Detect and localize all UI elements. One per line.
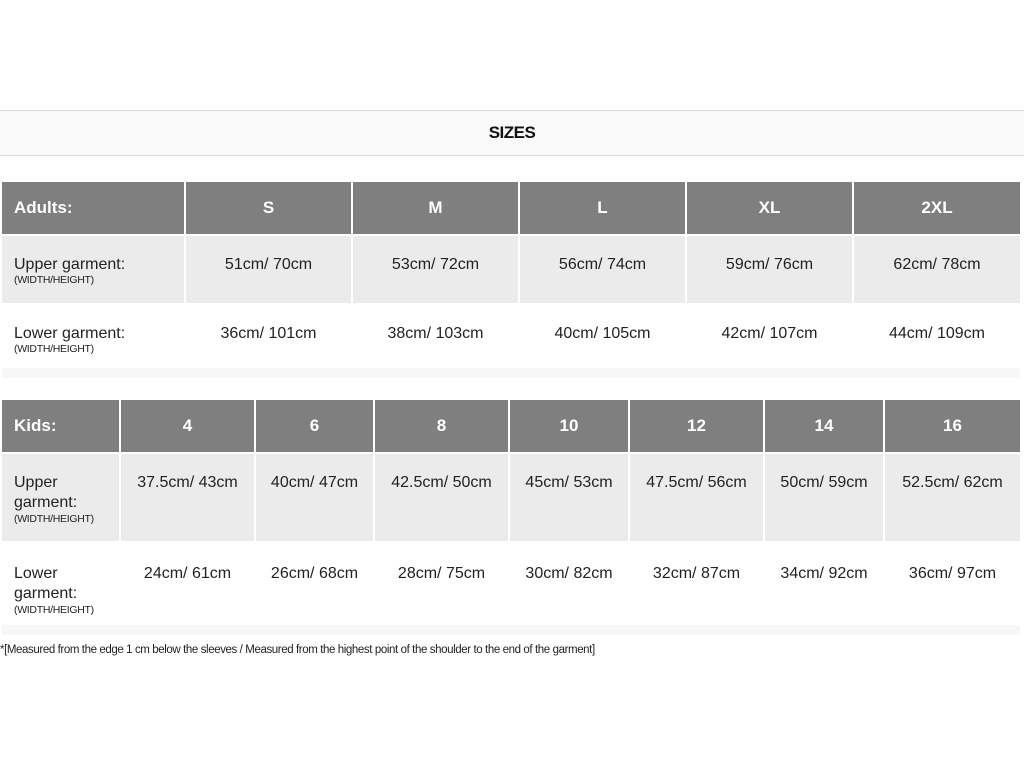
measurement-cell: 52.5cm/ 62cm xyxy=(885,452,1020,541)
row-label xyxy=(2,541,121,630)
row-label xyxy=(2,234,186,303)
size-header: 16 xyxy=(885,400,1020,452)
measurement-cell: 53cm/ 72cm xyxy=(353,234,520,303)
measurement-cell: 42.5cm/ 50cm xyxy=(375,452,510,541)
measurement-cell: 37.5cm/ 43cm xyxy=(121,452,256,541)
measurement-cell: 44cm/ 109cm xyxy=(854,303,1020,372)
measurement-cell: 38cm/ 103cm xyxy=(353,303,520,372)
row-label-text: Upper garment: xyxy=(14,474,78,511)
size-header: 14 xyxy=(765,400,885,452)
measurement-cell: 62cm/ 78cm xyxy=(854,234,1020,303)
size-header: L xyxy=(520,182,687,234)
size-header: 2XL xyxy=(854,182,1020,234)
kids-label: Kids: xyxy=(2,400,121,452)
page-title: SIZES xyxy=(488,123,536,142)
table-bottom-strip xyxy=(2,368,1020,378)
adults-size-table xyxy=(2,182,1020,372)
measurement-cell: 40cm/ 105cm xyxy=(520,303,687,372)
table-bottom-strip xyxy=(2,625,1020,635)
size-header: 8 xyxy=(375,400,510,452)
row-label-sub: (WIDTH/HEIGHT) xyxy=(14,604,94,616)
row-label-text: Lower garment: xyxy=(14,325,126,342)
size-header: 10 xyxy=(510,400,630,452)
measurement-cell: 32cm/ 87cm xyxy=(630,541,765,630)
row-label xyxy=(2,303,186,372)
measurement-cell: 47.5cm/ 56cm xyxy=(630,452,765,541)
measurement-cell: 26cm/ 68cm xyxy=(256,541,375,630)
adults-upper-row xyxy=(2,234,1020,303)
measurement-cell: 36cm/ 97cm xyxy=(885,541,1020,630)
measurement-cell: 42cm/ 107cm xyxy=(687,303,854,372)
size-header: M xyxy=(353,182,520,234)
kids-size-table xyxy=(2,400,1020,630)
measurement-cell: 24cm/ 61cm xyxy=(121,541,256,630)
measurement-cell: 45cm/ 53cm xyxy=(510,452,630,541)
kids-lower-row xyxy=(2,541,1020,630)
adults-label: Adults: xyxy=(2,182,186,234)
measurement-cell: 28cm/ 75cm xyxy=(375,541,510,630)
size-header: 12 xyxy=(630,400,765,452)
row-label-sub: (WIDTH/HEIGHT) xyxy=(14,274,94,286)
measurement-cell: 40cm/ 47cm xyxy=(256,452,375,541)
measurement-cell: 59cm/ 76cm xyxy=(687,234,854,303)
row-label-sub: (WIDTH/HEIGHT) xyxy=(14,513,94,525)
size-header: 6 xyxy=(256,400,375,452)
title-band xyxy=(0,110,1024,156)
measurement-cell: 50cm/ 59cm xyxy=(765,452,885,541)
measurement-cell: 56cm/ 74cm xyxy=(520,234,687,303)
kids-header-row xyxy=(2,400,1020,452)
measurement-cell: 30cm/ 82cm xyxy=(510,541,630,630)
row-label xyxy=(2,452,121,541)
measurement-cell: 36cm/ 101cm xyxy=(186,303,353,372)
size-header: S xyxy=(186,182,353,234)
row-label-sub: (WIDTH/HEIGHT) xyxy=(14,343,94,355)
kids-upper-row xyxy=(2,452,1020,541)
size-header: XL xyxy=(687,182,854,234)
adults-header-row xyxy=(2,182,1020,234)
size-header: 4 xyxy=(121,400,256,452)
adults-lower-row xyxy=(2,303,1020,372)
row-label-text: Upper garment: xyxy=(14,256,126,273)
measurement-cell: 51cm/ 70cm xyxy=(186,234,353,303)
measurement-cell: 34cm/ 92cm xyxy=(765,541,885,630)
row-label-text: Lower garment: xyxy=(14,565,78,602)
footnote: *[Measured from the edge 1 cm below the sleeves / Measured from the highest point of the shoulder to the end of the garment] xyxy=(0,644,595,656)
